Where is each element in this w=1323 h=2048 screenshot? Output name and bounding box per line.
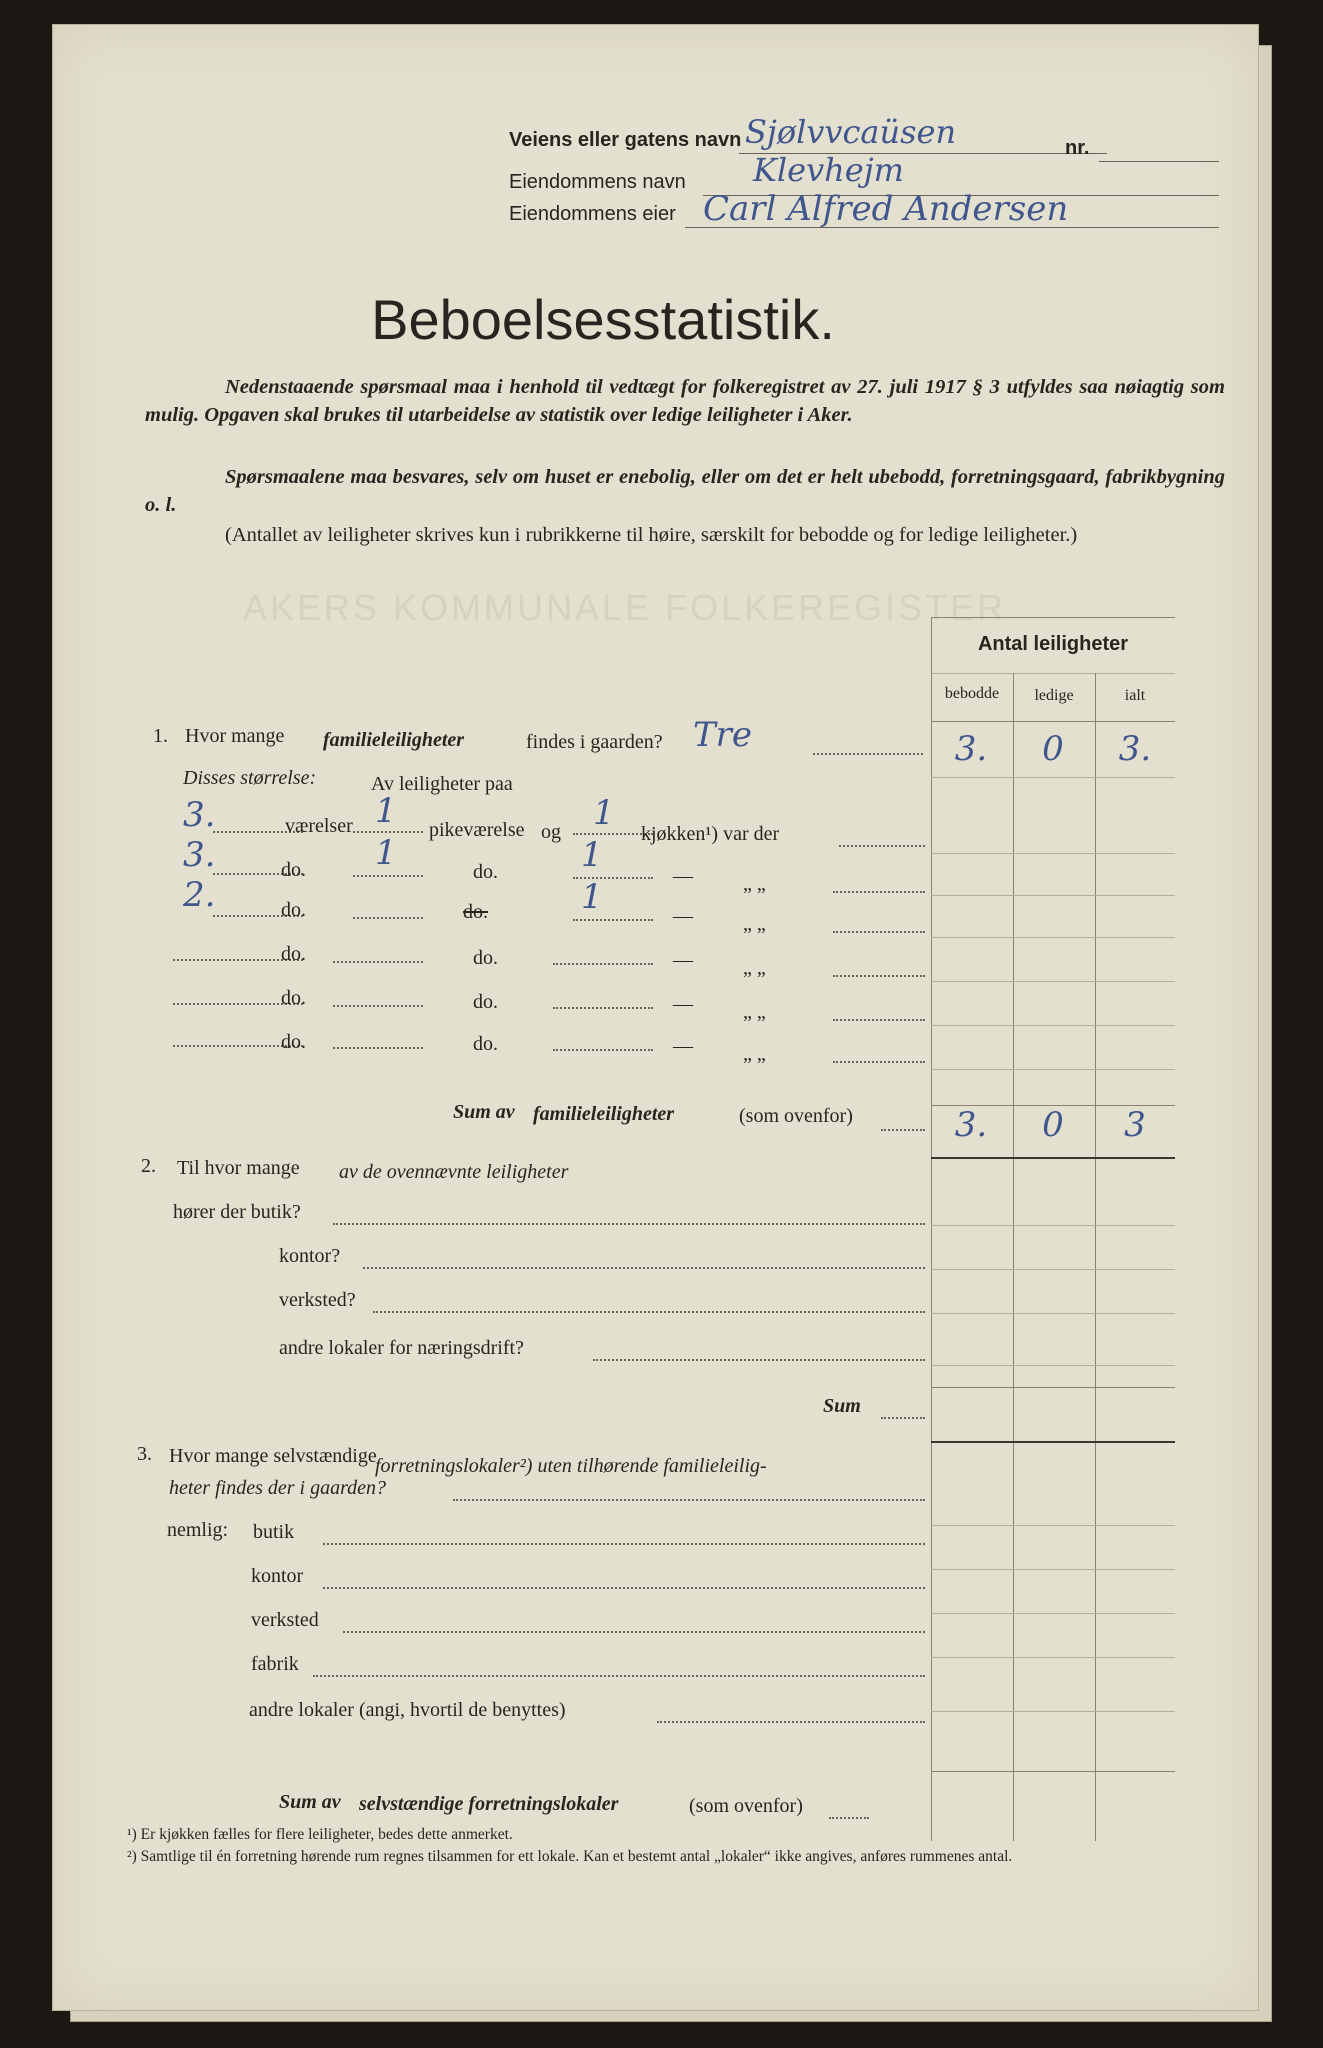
table-header-rule [931, 721, 1175, 722]
owner-label: Eiendommens eier [509, 203, 676, 225]
q2-number: 2. [141, 1155, 156, 1177]
q1-sum-b: familieleiligheter [533, 1103, 675, 1125]
street-label: Veiens eller gatens navn [509, 129, 742, 151]
footnote-2: ²) Samtlige til én forretning hørende rum regnes tilsammen for ett lokale. Kan et bestemt antal „lokaler“ ikke angives, anføres rummenes antal. [127, 1848, 1013, 1865]
row-rule [931, 937, 1175, 938]
row-rule [931, 1613, 1175, 1614]
q1-sum-ledige: 0 [1042, 1105, 1064, 1145]
size-row-4-leader [833, 975, 925, 977]
size-row-3-leader [833, 931, 925, 933]
table-title: Antal leiligheter [977, 633, 1129, 655]
q2-item-butik: hører der butik? [173, 1201, 301, 1223]
size-row-2-kitchen: 1 [581, 835, 603, 875]
q3-item-andre-dots [657, 1721, 925, 1723]
q3-sum-b: selvstændige forretningslokaler [359, 1793, 619, 1815]
q2-sum-leader [881, 1417, 925, 1419]
q1-text-a: Hvor mange [185, 725, 285, 747]
q3-item-fabrik: fabrik [251, 1653, 299, 1675]
q3-item-verksted-dots [343, 1631, 925, 1633]
q1-text-b: familieleiligheter [323, 729, 465, 751]
size-row-2-do-b: do. [473, 861, 498, 883]
row-rule [931, 1269, 1175, 1270]
row-rule [931, 1365, 1175, 1366]
size-row-1-kjokken: kjøkken¹) var der [641, 823, 780, 845]
size-row-4-do-a: do. [281, 943, 306, 965]
q1-ledige-value: 0 [1042, 729, 1064, 769]
q2-bottom-rule [931, 1441, 1175, 1443]
q1-number: 1. [153, 725, 168, 747]
q3-nemlig: nemlig: [167, 1519, 229, 1541]
q1-sum-leader [881, 1129, 925, 1131]
intro-paragraph-2: Spørsmaalene maa besvares, selv om huset er enebolig, eller om det er helt ubebodd, forretningsgaard, fabrikbygning o. l. [145, 466, 1225, 516]
size-row-4-dash: — [673, 949, 693, 971]
sizes-label: Disses størrelse: [183, 767, 317, 789]
q3-item-butik: butik [253, 1521, 295, 1543]
size-row-1-leader [839, 845, 925, 847]
size-row-6-do-a: do. [281, 1031, 306, 1053]
size-row-5-maid-dots [333, 1005, 423, 1007]
size-row-6-leader [833, 1061, 925, 1063]
q3-text-b: forretningslokaler²) uten tilhørende familieleilig- [375, 1455, 767, 1477]
q3-number: 3. [137, 1443, 152, 1465]
q2-text-a: Til hvor mange [177, 1157, 300, 1179]
q1-bebodde-value: 3. [954, 729, 988, 769]
row-rule [931, 1313, 1175, 1314]
q3-item-kontor-dots [323, 1587, 925, 1589]
size-row-5-kitchen-dots [553, 1007, 653, 1009]
q1-text-c: findes i gaarden? [526, 731, 663, 753]
size-row-2-leader [833, 891, 925, 893]
size-row-6-kitchen-dots [553, 1049, 653, 1051]
size-row-5-ditto: „ „ [743, 1001, 766, 1023]
size-row-6-do-b: do. [473, 1033, 498, 1055]
q1-bottom-rule [931, 1157, 1175, 1159]
q2-item-butik-dots [333, 1223, 925, 1225]
footnote-1: ¹) Er kjøkken fælles for flere leiligheter, bedes dette anmerket. [127, 1826, 513, 1843]
size-row-4-kitchen-dots [553, 963, 653, 965]
size-row-2-do-a: do. [281, 859, 306, 881]
q2-item-kontor-dots [363, 1267, 925, 1269]
size-row-4-maid-dots [333, 961, 423, 963]
owner-value: Carl Alfred Andersen [703, 189, 1069, 229]
size-row-3-rooms: 2. [183, 875, 216, 915]
q3-sum-c: (som ovenfor) [689, 1795, 803, 1817]
row-rule [931, 1711, 1175, 1712]
intro-paragraph-3: (Antallet av leiligheter skrives kun i rubrikkerne til høire, særskilt for bebodde og for ledige leiligheter.) [225, 524, 1078, 546]
q1-sum-bebodde: 3. [954, 1105, 988, 1145]
size-row-3-kitchen-dots [573, 919, 653, 921]
col-ledige-header: ledige [1034, 687, 1074, 704]
property-name-label: Eiendommens navn [509, 171, 686, 193]
nr-label: nr. [1065, 137, 1090, 159]
q3-text-a: Hvor mange selvstændige [169, 1445, 377, 1467]
registry-watermark: AKERS KOMMUNALE FOLKEREGISTER [243, 587, 1007, 628]
q1-leader-dots [813, 753, 923, 755]
q3-item-verksted: verksted [251, 1609, 319, 1631]
q1-sum-a: Sum av [453, 1101, 515, 1123]
q3-item-kontor: kontor [251, 1565, 304, 1587]
q2-sum-rule [931, 1387, 1175, 1388]
size-row-6-dash: — [673, 1035, 693, 1057]
size-row-1-kitchen: 1 [593, 793, 615, 833]
q2-item-andre: andre lokaler for næringsdrift? [279, 1337, 524, 1359]
row-rule [931, 1657, 1175, 1658]
q2-item-kontor: kontor? [279, 1245, 341, 1267]
size-row-3-kitchen: 1 [581, 877, 603, 917]
size-row-2-maid: 1 [375, 833, 397, 873]
size-row-2-ditto: „ „ [743, 873, 766, 895]
q2-sum: Sum [823, 1395, 861, 1417]
q3-text-dots [453, 1499, 925, 1501]
form-title: Beboelsesstatistik. [371, 288, 835, 351]
size-row-3-dash: — [673, 905, 693, 927]
q2-item-verksted: verksted? [279, 1289, 356, 1311]
row-rule [931, 895, 1175, 896]
q2-text-b: av de ovennævnte leiligheter [339, 1161, 569, 1183]
q1-sum-c: (som ovenfor) [739, 1105, 853, 1127]
row-rule [931, 1225, 1175, 1226]
size-row-1-maid: 1 [375, 791, 397, 831]
row-rule [931, 1069, 1175, 1070]
row-rule [931, 1525, 1175, 1526]
size-row-1-og: og [541, 821, 561, 843]
census-form [52, 24, 1259, 2011]
size-row-1-pikevaerelse: pikeværelse [429, 819, 525, 841]
street-value: Sjølvvcaüsen [745, 113, 957, 151]
q1-ialt-value: 3. [1118, 729, 1152, 769]
size-row-5-leader [833, 1019, 925, 1021]
row-rule [931, 981, 1175, 982]
q1-answer: Tre [693, 715, 753, 755]
size-row-4-ditto: „ „ [743, 957, 766, 979]
col-border-1 [1013, 673, 1014, 1841]
nr-line [1099, 161, 1219, 162]
row-rule [931, 1025, 1175, 1026]
size-row-3-do-a: do. [281, 899, 306, 921]
q3-sum-a: Sum av [279, 1791, 341, 1813]
size-row-3-maid: do. [463, 901, 488, 923]
q1-sum-ialt: 3 [1124, 1105, 1146, 1145]
row-rule [931, 1569, 1175, 1570]
size-row-1-rooms: 3. [183, 795, 216, 835]
size-row-2-dash: — [673, 865, 693, 887]
q3-item-andre: andre lokaler (angi, hvortil de benyttes) [249, 1699, 566, 1721]
property-name-value: Klevhejm [753, 151, 904, 189]
q3-item-butik-dots [323, 1543, 925, 1545]
q3-item-fabrik-dots [313, 1675, 925, 1677]
size-row-5-do-a: do. [281, 987, 306, 1009]
size-row-6-ditto: „ „ [743, 1043, 766, 1065]
col-bebodde-header: bebodde [944, 685, 1000, 702]
table-title-rule [931, 673, 1175, 674]
q3-sum-leader [829, 1817, 869, 1819]
size-row-1-vaerelser: værelser [285, 815, 353, 837]
q3-sum-rule [931, 1771, 1175, 1772]
row-rule [931, 777, 1175, 778]
col-ialt-header: ialt [1124, 687, 1146, 704]
table-top-border [931, 617, 1175, 618]
size-row-5-do-b: do. [473, 991, 498, 1013]
size-row-2-rooms: 3. [183, 835, 216, 875]
size-row-6-maid-dots [333, 1047, 423, 1049]
intro-paragraph-1: Nedenstaaende spørsmaal maa i henhold til vedtægt for folkeregistret av 27. juli 1917 § 3 utfyldes saa nøiagtig som mulig. Opgaven skal brukes til utarbeidelse av statistik over ledige leiligheter i Aker. [145, 376, 1225, 426]
col-border-2 [1095, 673, 1096, 1841]
q2-item-verksted-dots [373, 1311, 925, 1313]
q3-text-c: heter findes der i gaarden? [169, 1477, 387, 1499]
size-row-4-do-b: do. [473, 947, 498, 969]
size-row-5-dash: — [673, 993, 693, 1015]
size-row-3-ditto: „ „ [743, 913, 766, 935]
sizes-intro: Av leiligheter paa [371, 773, 513, 795]
size-row-3-maid-dots [353, 917, 423, 919]
size-row-2-maid-dots [353, 875, 423, 877]
row-rule [931, 853, 1175, 854]
q2-item-andre-dots [593, 1359, 925, 1361]
